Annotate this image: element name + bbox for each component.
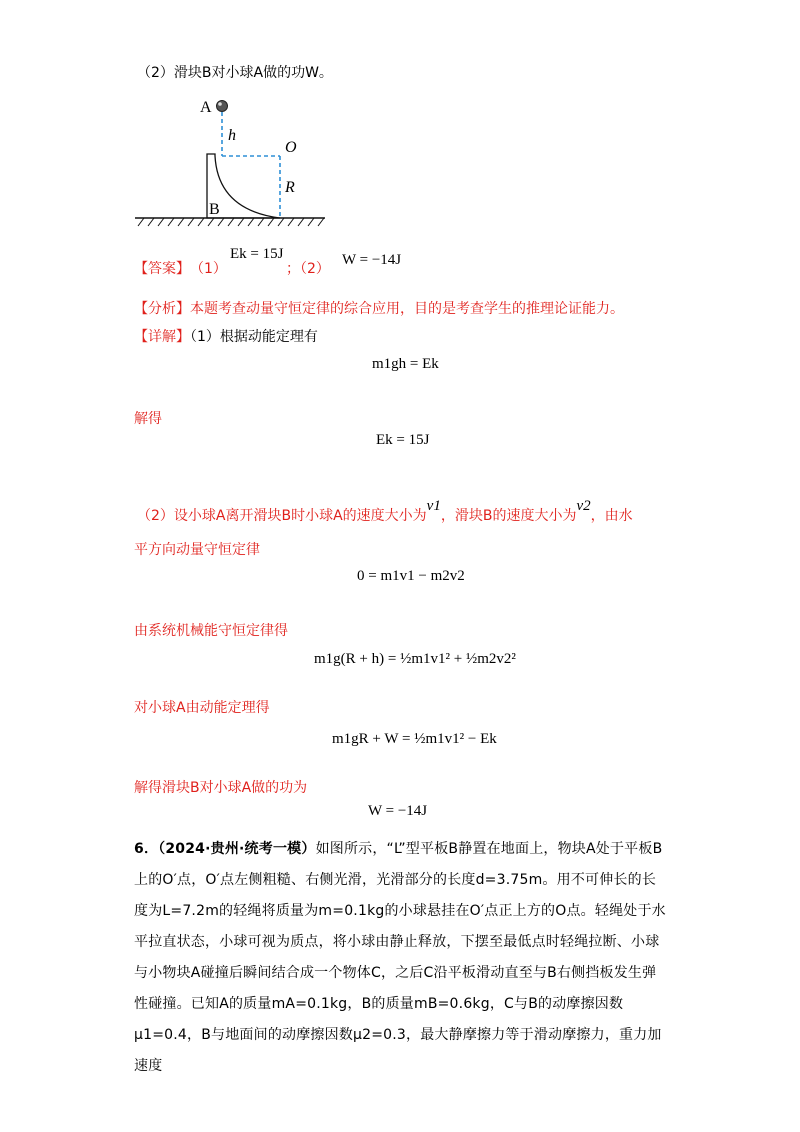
problem-6-number: 6． — [134, 841, 159, 857]
ke-label: 对小球A由动能定理得 — [134, 700, 270, 716]
equation-4: m1g(R + h) = ½m1v1² + ½m2v2² — [314, 651, 516, 667]
final-label: 解得滑块B对小球A做的功为 — [134, 780, 308, 796]
answer-part1: （1） — [190, 261, 227, 277]
problem-6 — [134, 834, 666, 1082]
part2-line2: 平方向动量守恒定律 — [134, 542, 260, 558]
analysis-text: 本题考查动量守恒定律的综合应用，目的是考查学生的推理论证能力。 — [190, 301, 624, 317]
label-B: B — [209, 201, 220, 218]
part2-title: （2）滑块B对小球A做的功W。 — [137, 65, 333, 81]
incline-figure — [130, 90, 330, 230]
answer-tag: 【答案】 — [134, 261, 190, 277]
detail-line — [134, 326, 318, 346]
equation-2: Ek = 15J — [376, 432, 430, 448]
solve-label: 解得 — [134, 411, 162, 427]
answer-w: W = −14J — [342, 252, 402, 268]
v2-symbol: v2 — [576, 498, 591, 514]
equation-3: 0 = m1v1 − m2v2 — [357, 568, 465, 584]
ball-A-icon — [217, 101, 228, 112]
detail-text: （1）根据动能定理有 — [190, 329, 318, 345]
energy-label: 由系统机械能守恒定律得 — [134, 623, 288, 639]
label-R: R — [285, 179, 295, 196]
answer-ek: Ek = 15J — [230, 246, 284, 262]
label-O: O — [285, 139, 297, 156]
label-h: h — [228, 127, 236, 144]
analysis-tag: 【分析】 — [134, 301, 190, 317]
part2-line1-c: ，由水 — [590, 508, 633, 524]
equation-1: m1gh = Ek — [372, 356, 439, 372]
problem-6-source: （2024·贵州·统考一模） — [158, 841, 316, 857]
equation-5: m1gR + W = ½m1v1² − Ek — [332, 731, 497, 747]
part2-line1 — [137, 498, 633, 525]
part2-line1-a: （2）设小球A离开滑块B时小球A的速度大小为 — [137, 508, 427, 524]
analysis-line — [134, 298, 624, 318]
answer-part2: ；（2） — [286, 261, 330, 277]
part2-line1-b: ，滑块B的速度大小为 — [440, 508, 577, 524]
equation-6: W = −14J — [368, 803, 428, 819]
v1-symbol: v1 — [426, 498, 441, 514]
detail-tag: 【详解】 — [134, 329, 190, 345]
problem-6-text: 如图所示，“L”型平板B静置在地面上，物块A处于平板B上的O′点，O′点左侧粗糙、右侧光滑，光滑部分的长度d=3.75m。用不可伸长的长度为L=7.2m的轻绳将质量为m=0.1kg的小球悬挂在O′点正上方的O点。轻绳处于水平拉直状态，小球可视为质点，将小球由静止释放，下摆至最低点时轻绳拉断、小球与小物块A碰撞后瞬间结合成一个物体C，之后C沿平板滑动直至与B右侧挡板发生弹性碰撞。已知A的质量mA=0.1kg，B的质量mB=0.6kg，C与B的动摩擦因数μ1=0.4，B与地面间的动摩擦因数μ2=0.3，最大静摩擦力等于滑动摩擦力，重力加速度 — [134, 841, 666, 1074]
label-A: A — [200, 99, 212, 116]
